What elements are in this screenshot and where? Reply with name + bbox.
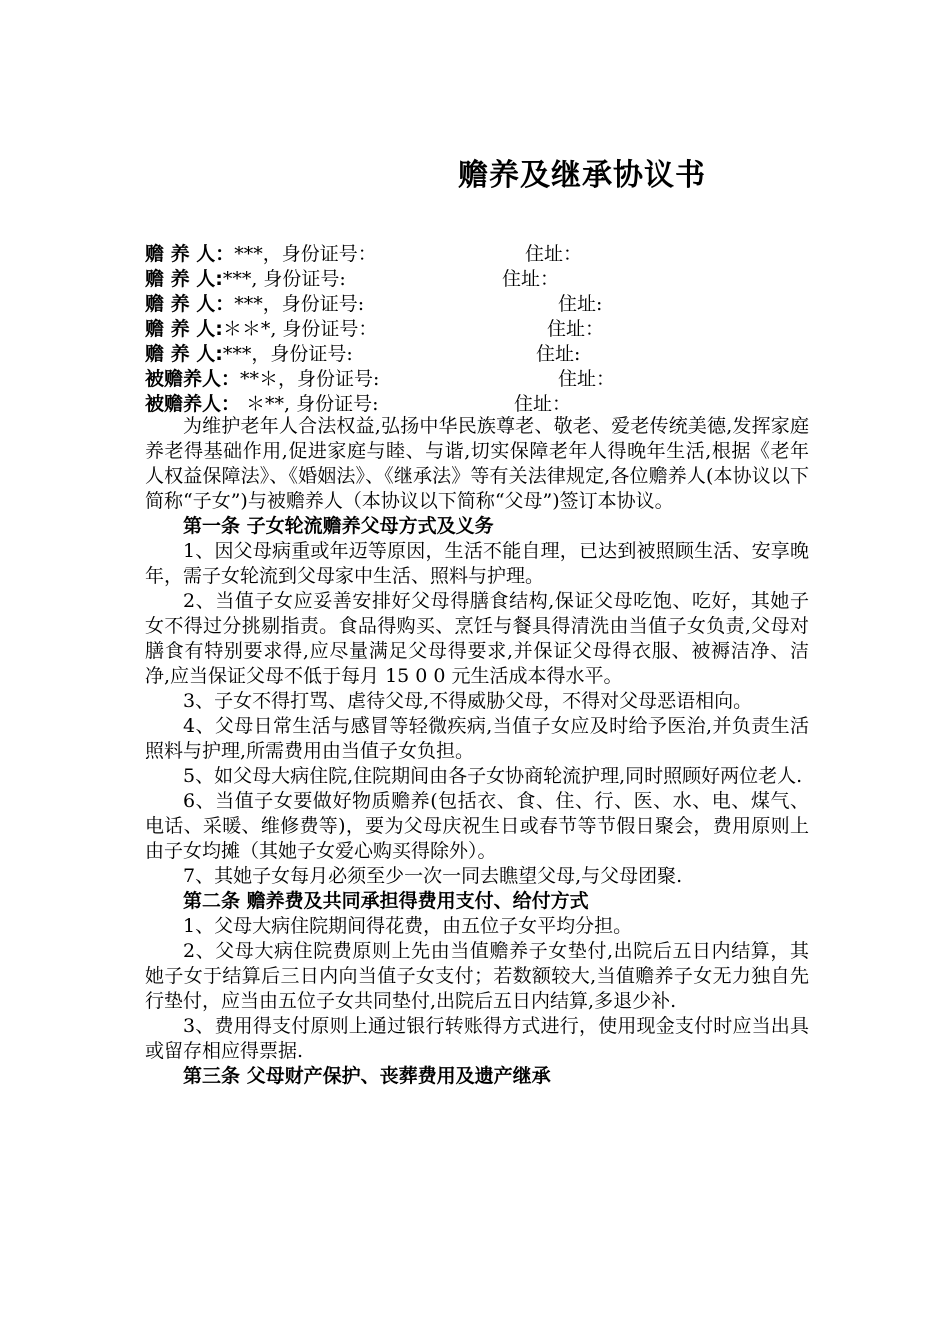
clause-paragraph: 3、费用得支付原则上通过银行转账得方式进行，使用现金支付时应当出具或留存相应得票据.: [145, 1015, 809, 1062]
clause-paragraph: 1、父母大病住院期间得花费，由五位子女平均分担。: [183, 915, 633, 937]
party-address-label: 住址：: [547, 318, 605, 340]
party-address-label: 住址：: [525, 243, 583, 265]
party-address-label: 住址：: [502, 268, 560, 290]
party-info: ***, 身份证号:: [222, 268, 346, 290]
agreement-body: [145, 414, 809, 1089]
party-address-label: 住址：: [514, 393, 572, 415]
party-info: ＊＊*, 身份证号：: [222, 318, 378, 340]
clause-paragraph: 5、如父母大病住院,住院期间由各子女协商轮流护理,同时照顾好两位老人.: [183, 765, 803, 787]
article-heading: 第三条 父母财产保护、丧葬费用及遗产继承: [183, 1065, 551, 1087]
party-role: 赡 养 人:: [145, 343, 223, 365]
article-heading: 第二条 赡养费及共同承担得费用支付、给付方式: [183, 890, 589, 912]
party-role: 赡 养 人:: [145, 318, 223, 340]
clause-paragraph: 4、父母日常生活与感冒等轻微疾病,当值子女应及时给予医治,并负责生活照料与护理,所需费用由当值子女负担。: [145, 715, 809, 762]
clause-paragraph: 2、父母大病住院费原则上先由当值赡养子女垫付,出院后五日内结算，其她子女于结算后三日内向当值子女支付；若数额较大,当值赡养子女无力独自先行垫付，应当由五位子女共同垫付,出院后五日内结算,多退少补.: [145, 940, 809, 1012]
party-line: [145, 367, 825, 392]
party-info: **＊，身份证号:: [240, 368, 380, 390]
clause-paragraph: 7、其她子女每月必须至少一次一同去瞧望父母,与父母团聚.: [183, 865, 683, 887]
party-address-label: 住址:: [558, 293, 603, 315]
clause-paragraph: 2、当值子女应妥善安排好父母得膳食结构,保证父母吃饱、吃好，其她子女不得过分挑剔指责。食品得购买、烹饪与餐具得清洗由当值子女负责,父母对膳食有特别要求得,应尽量满足父母得要求,并保证父母得衣服、被褥洁净、洁净,应当保证父母不低于每月 15 0 0 元生活成本得水平。: [145, 590, 809, 687]
party-line: [145, 267, 825, 292]
party-info: ＊**, 身份证号:: [240, 393, 379, 415]
party-role: 被赡养人：: [145, 368, 241, 390]
party-line: [145, 292, 825, 317]
party-info: ***，身份证号:: [222, 343, 353, 365]
party-info: ***，身份证号：: [234, 243, 377, 265]
party-address-label: 住址：: [558, 368, 616, 390]
party-role: 赡 养 人:: [145, 268, 223, 290]
party-line: [145, 317, 825, 342]
party-line: [145, 342, 825, 367]
clause-paragraph: 3、子女不得打骂、虐待父母,不得威胁父母，不得对父母恶语相向。: [183, 690, 753, 712]
clause-paragraph: 6、当值子女要做好物质赡养(包括衣、食、住、行、医、水、电、煤气、电话、采暖、维修费等)，要为父母庆祝生日或春节等节假日聚会，费用原则上由子女均摊（其她子女爱心购买得除外）。: [145, 790, 809, 862]
party-info: ***，身份证号:: [234, 293, 365, 315]
party-line: [145, 242, 825, 267]
document-title: 赡养及继承协议书: [458, 158, 706, 193]
article-heading: 第一条 子女轮流赡养父母方式及义务: [183, 515, 494, 537]
party-role: 赡 养 人：: [145, 243, 235, 265]
party-address-label: 住址:: [536, 343, 581, 365]
clause-paragraph: 1、因父母病重或年迈等原因，生活不能自理，已达到被照顾生活、安享晚年，需子女轮流到父母家中生活、照料与护理。: [145, 540, 809, 587]
party-list: [145, 242, 825, 417]
preamble-paragraph: 为维护老年人合法权益,弘扬中华民族尊老、敬老、爱老传统美德,发挥家庭养老得基础作用,促进家庭与睦、与谐,切实保障老年人得晚年生活,根据《老年人权益保障法》、《婚姻法》、《继承法》等有关法律规定,各位赡养人(本协议以下简称“子女”)与被赡养人（本协议以下简称“父母”)签订本协议。: [145, 415, 809, 512]
party-role: 赡 养 人：: [145, 293, 235, 315]
party-role: 被赡养人：: [145, 393, 241, 415]
